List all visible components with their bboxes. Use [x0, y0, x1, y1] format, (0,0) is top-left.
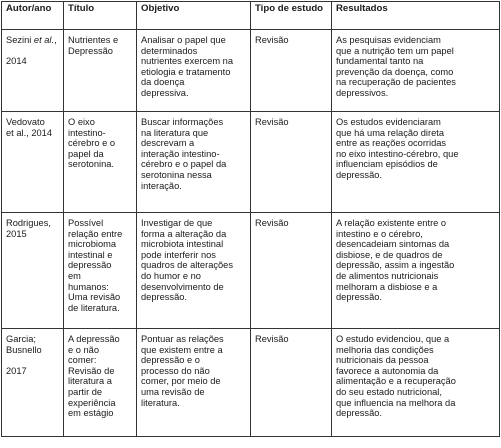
cell-resultados: As pesquisas evidenciam que a nutrição tem um papel fundamental tanto na prevenção da doença, como na recuperação de pacientes depressivos. [332, 30, 500, 112]
cell-autor [2, 30, 64, 112]
cell-tipo: Revisão [251, 112, 332, 213]
autor-year: , 2014 [6, 35, 57, 67]
table-row [2, 329, 500, 437]
header-titulo: Título [64, 2, 137, 30]
table-row [2, 30, 500, 112]
cell-autor: Vedovato et al., 2014 [2, 112, 64, 213]
autor-name: Sezini [6, 35, 34, 45]
cell-tipo: Revisão [251, 30, 332, 112]
table-row [2, 112, 500, 213]
cell-tipo: Revisão [251, 329, 332, 437]
cell-resultados: O estudo evidenciou, que a melhoria das condições nutricionais da pessoa favorece a autonomia da alimentação e a recuperação do seu estado nutricional, que influencia na melhora da depressão. [332, 329, 500, 437]
cell-objetivo: Buscar informações na literatura que descrevam a interação intestino- cérebro e o papel da serotonina nessa interação. [137, 112, 251, 213]
cell-titulo: Possível relação entre microbioma intestinal e depressão em humanos: Uma revisão de literatura. [64, 213, 137, 329]
header-objetivo: Objetivo [137, 2, 251, 30]
autor-et-al: et al. [33, 35, 55, 45]
header-row [2, 2, 500, 30]
cell-titulo: O eixo intestino- cérebro e o papel da serotonina. [64, 112, 137, 213]
header-autor-ano: Autor/ano [2, 2, 64, 30]
cell-autor: Garcia; Busnello 2017 [2, 329, 64, 437]
cell-tipo: Revisão [251, 213, 332, 329]
cell-resultados: A relação existente entre o intestino e o cérebro, desencadeiam sintomas da disbiose, e de quadros de depressão, assim a ingestão de alimentos nutricionais melhoram a disbiose e a depressão. [332, 213, 500, 329]
cell-titulo: A depressão e o não comer: Revisão de literatura a partir de experiência em estágio [64, 329, 137, 437]
cell-titulo: Nutrientes e Depressão [64, 30, 137, 112]
table-row [2, 213, 500, 329]
cell-resultados: Os estudos evidenciaram que há uma relação direta entre as reações ocorridas no eixo intestino-cérebro, que influenciam episódios de depressão. [332, 112, 500, 213]
cell-objetivo: Analisar o papel que determinados nutrientes exercem na etiologia e tratamento da doença depressiva. [137, 30, 251, 112]
cell-objetivo: Investigar de que forma a alteração da microbiota intestinal pode interferir nos quadros de alterações do humor e no desenvolvimento de depressão. [137, 213, 251, 329]
header-resultados: Resultados [332, 2, 500, 30]
table-body [2, 30, 500, 437]
header-tipo-de-estudo: Tipo de estudo [251, 2, 332, 30]
cell-autor: Rodrigues, 2015 [2, 213, 64, 329]
cell-objetivo: Pontuar as relações que existem entre a depressão e o processo do não comer, por meio de uma revisão de literatura. [137, 329, 251, 437]
literature-review-table [1, 1, 500, 437]
table-header [2, 2, 500, 30]
